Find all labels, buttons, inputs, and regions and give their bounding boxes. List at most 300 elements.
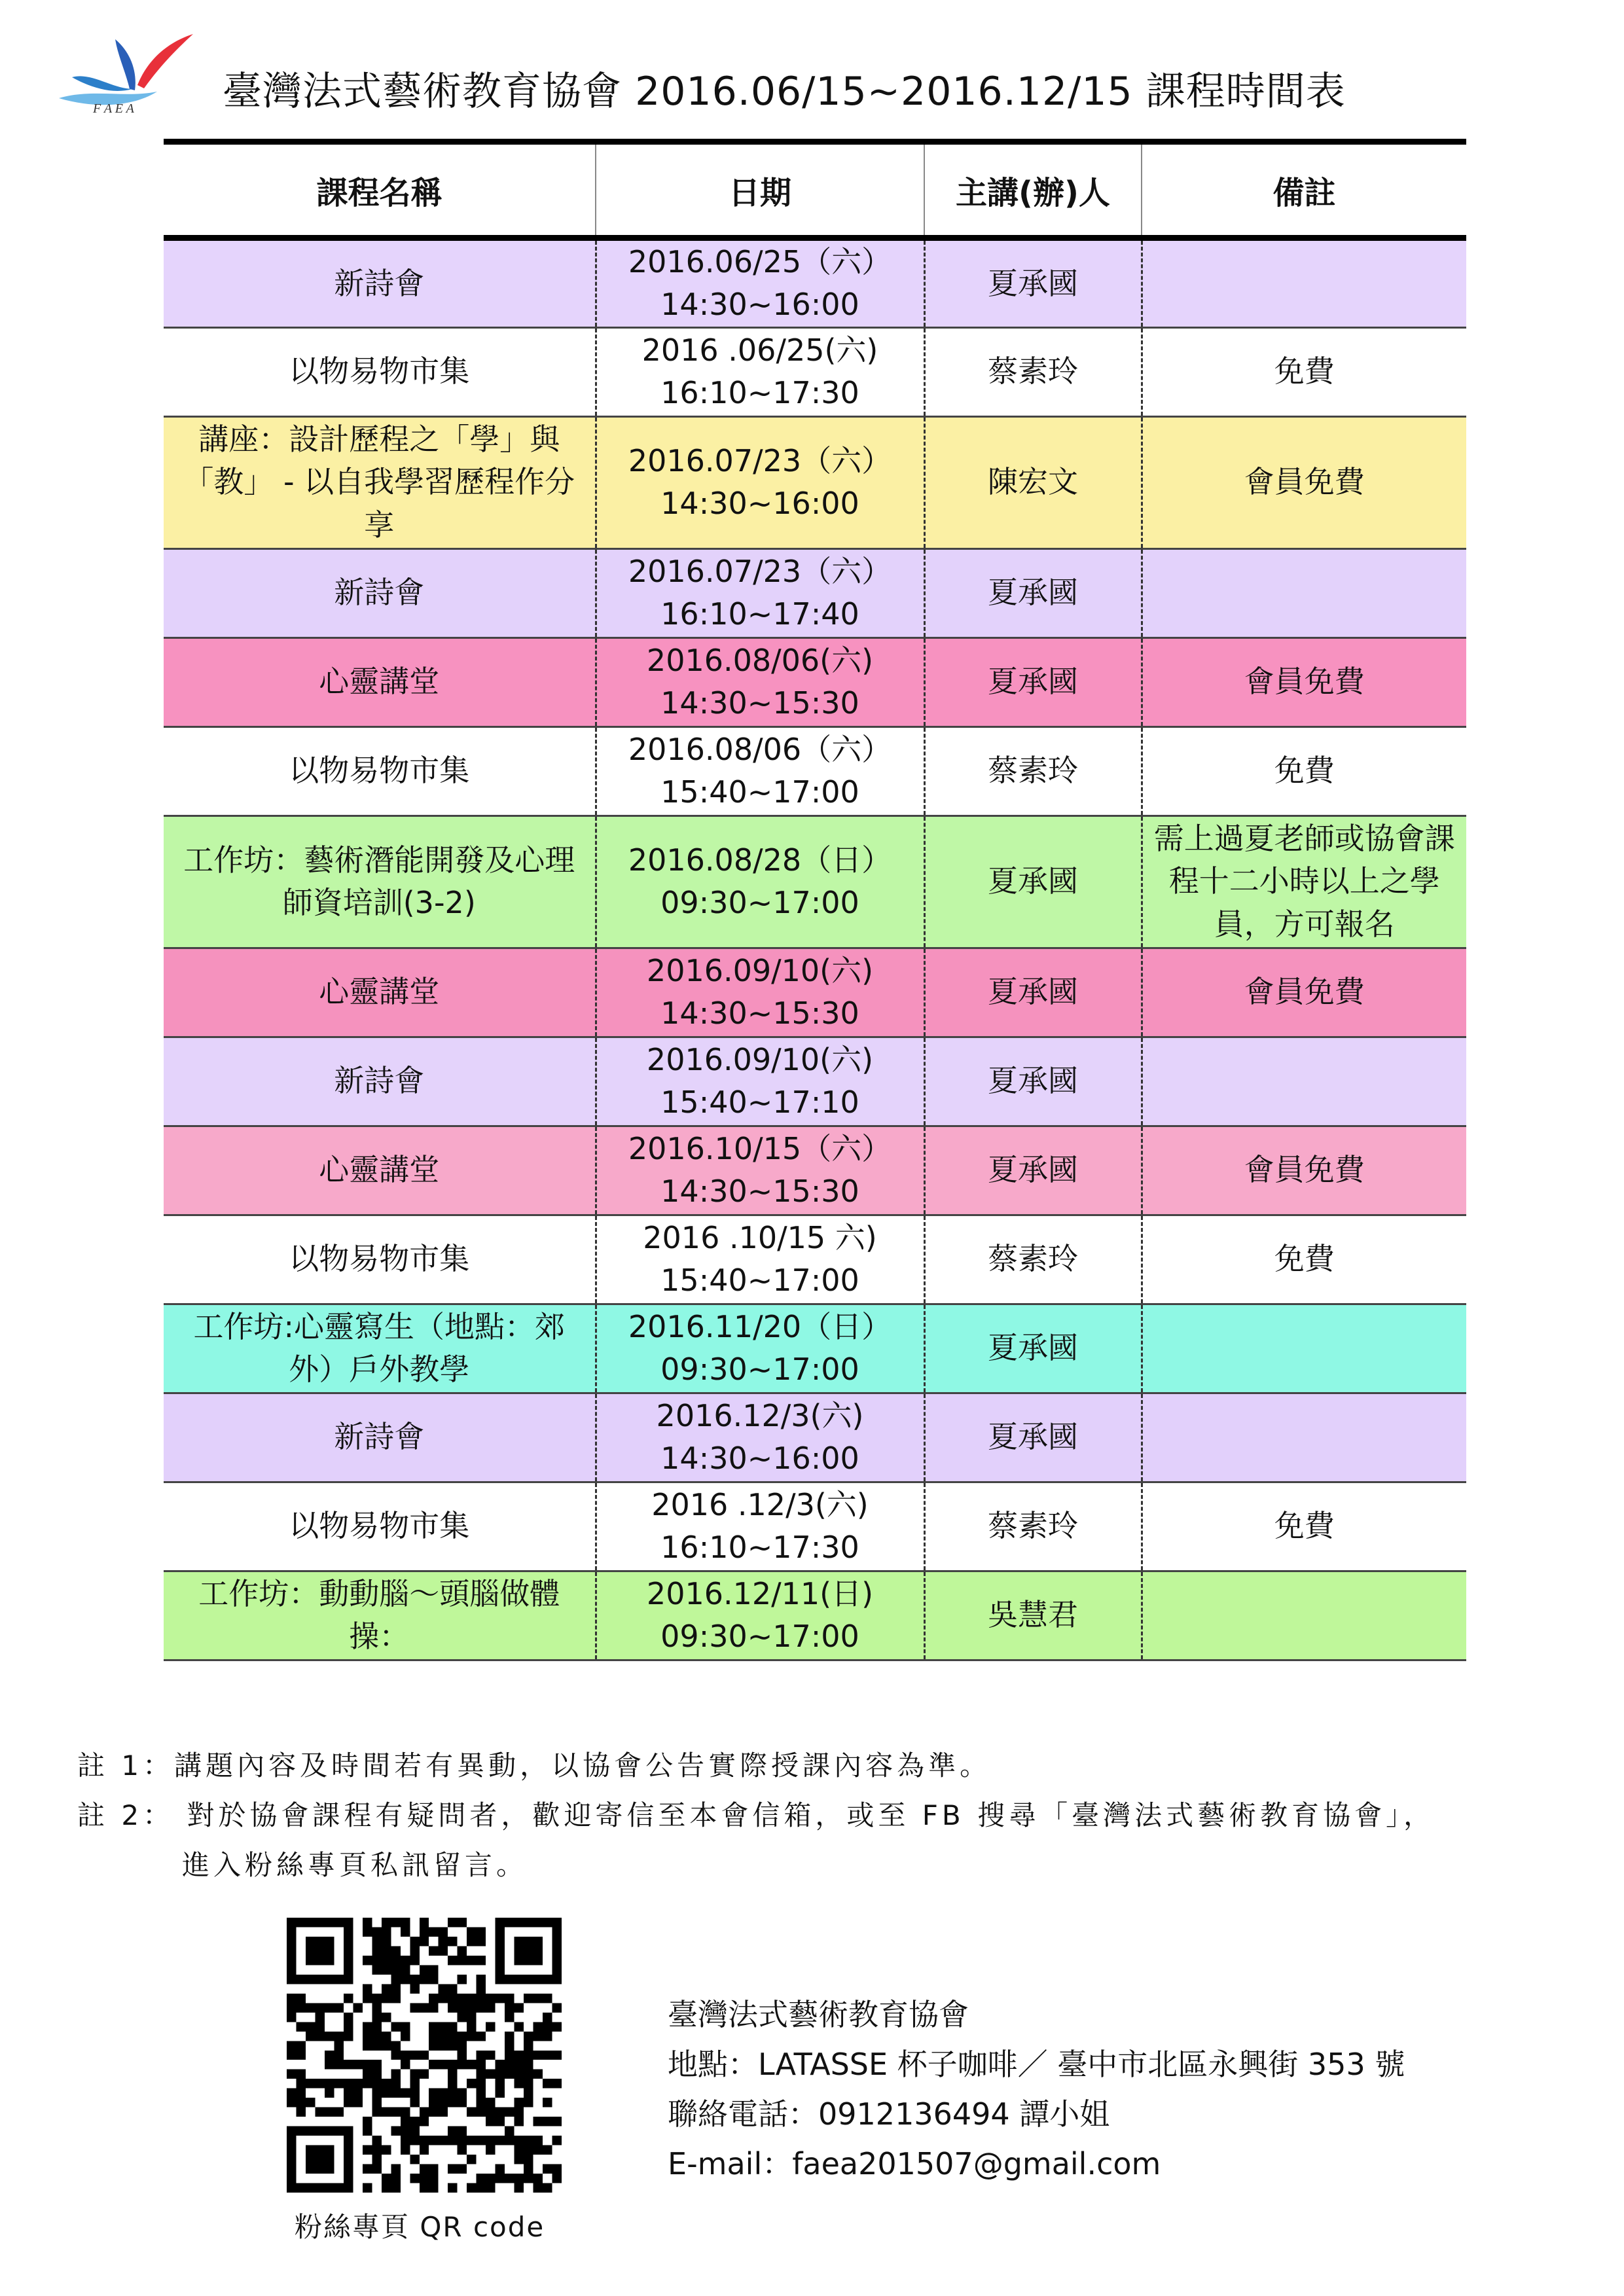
qr-module xyxy=(439,1946,448,1955)
qr-module xyxy=(467,2136,476,2145)
qr-module xyxy=(353,2089,362,2098)
qr-module xyxy=(306,2079,315,2088)
qr-module xyxy=(363,2032,372,2041)
qr-module xyxy=(296,2098,305,2107)
qr-module xyxy=(429,2098,438,2107)
qr-module xyxy=(505,2013,514,2022)
qr-module xyxy=(458,2098,467,2107)
qr-module xyxy=(334,2079,343,2088)
qr-module xyxy=(420,2108,429,2117)
notes-cell: 會員免費 xyxy=(1142,637,1466,726)
speaker-cell: 夏承國 xyxy=(924,238,1142,328)
qr-module xyxy=(448,2041,457,2050)
date-text: 2016.08/06（六） xyxy=(628,731,892,767)
qr-module xyxy=(467,1956,476,1965)
qr-module xyxy=(306,2022,315,2031)
speaker-cell: 夏承國 xyxy=(924,1126,1142,1215)
qr-module xyxy=(420,2070,429,2079)
qr-module xyxy=(496,2079,505,2088)
footnote-1: 註 1：講題內容及時間若有異動，以協會公告實際授課內容為準。 xyxy=(77,1749,992,1782)
qr-module xyxy=(429,2164,438,2174)
qr-module xyxy=(467,2003,476,2012)
qr-module xyxy=(448,2164,457,2174)
speaker-cell: 夏承國 xyxy=(924,637,1142,726)
qr-module xyxy=(353,2098,362,2107)
qr-module xyxy=(296,2003,305,2012)
qr-module xyxy=(477,2032,486,2041)
date-cell xyxy=(596,816,924,948)
speaker-cell: 蔡素玲 xyxy=(924,1215,1142,1304)
time-text: 16:10~17:30 xyxy=(660,1530,859,1566)
qr-module xyxy=(448,2032,457,2041)
qr-module xyxy=(524,2032,533,2041)
qr-module xyxy=(391,1984,400,1993)
qr-module xyxy=(401,1918,410,1927)
qr-module xyxy=(315,2108,324,2117)
course-name-cell: 心靈講堂 xyxy=(164,637,596,726)
qr-module xyxy=(458,1994,467,2003)
logo-text: F A E A xyxy=(93,101,134,116)
contact-address: 地點：LATASSE 杯子咖啡／ 臺中市北區永興街 353 號 xyxy=(668,2047,1405,2082)
qr-module xyxy=(458,2136,467,2145)
qr-module xyxy=(401,2032,410,2041)
qr-module xyxy=(363,2117,372,2126)
qr-module xyxy=(448,1918,457,1927)
qr-module xyxy=(344,2089,353,2098)
qr-module xyxy=(496,2117,505,2126)
qr-module xyxy=(467,2155,476,2164)
qr-module xyxy=(391,2089,400,2098)
qr-module xyxy=(496,2136,505,2145)
qr-module xyxy=(287,2089,296,2098)
qr-module xyxy=(372,2013,381,2022)
course-name-cell: 心靈講堂 xyxy=(164,1126,596,1215)
qr-module xyxy=(391,1994,400,2003)
qr-module xyxy=(533,2145,543,2155)
notes-cell: 免費 xyxy=(1142,327,1466,416)
qr-module xyxy=(439,1937,448,1946)
qr-module xyxy=(401,2089,410,2098)
qr-module xyxy=(353,2003,362,2012)
qr-module xyxy=(514,2003,524,2012)
qr-module xyxy=(391,1965,400,1974)
notes-cell: 需上過夏老師或協會課程十二小時以上之學員，方可報名 xyxy=(1142,816,1466,948)
qr-module xyxy=(467,1927,476,1936)
date-cell xyxy=(596,238,924,328)
qr-module xyxy=(467,2022,476,2031)
course-name-cell: 工作坊：動動腦～頭腦做體操： xyxy=(164,1571,596,1660)
date-cell xyxy=(596,548,924,637)
qr-code[interactable] xyxy=(287,1918,562,2193)
qr-module xyxy=(296,2022,305,2031)
speaker-cell: 夏承國 xyxy=(924,816,1142,948)
qr-module xyxy=(325,2079,334,2088)
qr-module xyxy=(467,2108,476,2117)
notes-cell xyxy=(1142,1304,1466,1393)
qr-module xyxy=(363,1927,372,1936)
qr-module xyxy=(344,2079,353,2088)
faea-logo xyxy=(52,26,203,118)
qr-module xyxy=(524,2089,533,2098)
qr-module xyxy=(514,2098,524,2107)
date-text: 2016.09/10(六) xyxy=(646,1041,874,1077)
qr-module xyxy=(514,2183,524,2193)
contact-info xyxy=(668,1990,1405,2189)
qr-module xyxy=(391,2164,400,2174)
qr-module xyxy=(363,2164,372,2174)
page-title: 臺灣法式藝術教育協會 2016.06/15~2016.12/15 課程時間表 xyxy=(223,69,1346,115)
course-name-cell: 心靈講堂 xyxy=(164,948,596,1037)
course-name-cell: 新詩會 xyxy=(164,1037,596,1126)
course-name-cell: 以物易物市集 xyxy=(164,327,596,416)
qr-module xyxy=(448,1994,457,2003)
date-cell xyxy=(596,1304,924,1393)
qr-module xyxy=(420,2174,429,2183)
course-name-cell: 工作坊：藝術潛能開發及心理師資培訓(3-2) xyxy=(164,816,596,948)
qr-module xyxy=(410,2126,419,2136)
qr-module xyxy=(505,2136,514,2145)
time-text: 14:30~16:00 xyxy=(660,1441,859,1477)
table-row xyxy=(164,1571,1466,1660)
qr-module xyxy=(344,2098,353,2107)
qr-module xyxy=(372,1994,381,2003)
qr-module xyxy=(401,2126,410,2136)
qr-module xyxy=(458,2013,467,2022)
qr-module xyxy=(524,2041,533,2050)
qr-module xyxy=(363,2145,372,2155)
qr-module xyxy=(363,1918,372,1927)
qr-module xyxy=(420,2003,429,2012)
qr-module xyxy=(458,2089,467,2098)
qr-module xyxy=(448,2079,457,2088)
qr-module xyxy=(477,2108,486,2117)
qr-module xyxy=(410,2003,419,2012)
qr-module xyxy=(496,2070,505,2079)
qr-module xyxy=(306,2003,315,2012)
qr-module xyxy=(467,2032,476,2041)
qr-module xyxy=(524,1994,533,2003)
qr-module xyxy=(401,2145,410,2155)
qr-module xyxy=(524,2145,533,2155)
qr-module xyxy=(458,2003,467,2012)
qr-module xyxy=(372,2032,381,2041)
qr-module xyxy=(325,2003,334,2012)
qr-module xyxy=(439,1984,448,1993)
qr-module xyxy=(486,2183,495,2193)
qr-module xyxy=(505,2108,514,2117)
qr-module xyxy=(514,2051,524,2060)
qr-module xyxy=(514,2136,524,2145)
qr-module xyxy=(439,2136,448,2145)
date-text: 2016.08/06(六) xyxy=(646,642,874,678)
qr-module xyxy=(372,2089,381,2098)
qr-module xyxy=(372,1946,381,1955)
qr-module xyxy=(410,2155,419,2164)
qr-module xyxy=(458,1975,467,1984)
qr-module xyxy=(410,1975,419,1984)
qr-module xyxy=(486,2070,495,2079)
qr-module xyxy=(296,2089,305,2098)
qr-module xyxy=(514,2155,524,2164)
qr-module xyxy=(372,2003,381,2012)
qr-module xyxy=(410,2079,419,2088)
qr-module xyxy=(429,1975,438,1984)
table-row xyxy=(164,238,1466,328)
speaker-cell: 夏承國 xyxy=(924,1037,1142,1126)
date-text: 2016.12/11(日) xyxy=(646,1575,874,1611)
qr-module xyxy=(382,2079,391,2088)
qr-module xyxy=(477,2183,486,2193)
notes-cell: 會員免費 xyxy=(1142,948,1466,1037)
qr-module xyxy=(287,2051,296,2060)
table-row xyxy=(164,726,1466,816)
qr-module xyxy=(410,2051,419,2060)
qr-module xyxy=(429,2041,438,2050)
qr-module xyxy=(372,2136,381,2145)
qr-module xyxy=(514,2108,524,2117)
qr-module xyxy=(439,1927,448,1936)
qr-module xyxy=(514,2145,524,2155)
qr-module xyxy=(439,1994,448,2003)
date-cell xyxy=(596,1037,924,1126)
qr-module xyxy=(410,1946,419,1955)
qr-module xyxy=(382,2041,391,2050)
qr-module xyxy=(524,2070,533,2079)
speaker-cell: 夏承國 xyxy=(924,1393,1142,1482)
qr-module xyxy=(363,2041,372,2050)
qr-module xyxy=(363,2079,372,2088)
qr-module xyxy=(505,2060,514,2069)
qr-module xyxy=(514,2117,524,2126)
table-row xyxy=(164,1126,1466,1215)
qr-module xyxy=(401,2136,410,2145)
date-text: 2016.08/28（日） xyxy=(628,842,892,878)
logo-blue-wing xyxy=(115,39,135,90)
qr-module xyxy=(505,2070,514,2079)
qr-module xyxy=(372,2079,381,2088)
date-cell xyxy=(596,726,924,816)
qr-module xyxy=(420,1937,429,1946)
qr-module xyxy=(486,2117,495,2126)
header-notes: 備註 xyxy=(1142,142,1466,238)
qr-module xyxy=(477,2060,486,2069)
qr-module xyxy=(458,2145,467,2155)
qr-module xyxy=(439,2098,448,2107)
qr-module xyxy=(315,2022,324,2031)
qr-module xyxy=(382,1918,391,1927)
qr-module xyxy=(496,1994,505,2003)
qr-module xyxy=(467,2079,476,2088)
qr-module xyxy=(382,2145,391,2155)
table-row xyxy=(164,1482,1466,1571)
qr-module xyxy=(296,2079,305,2088)
qr-module xyxy=(296,2041,305,2050)
qr-module xyxy=(486,2098,495,2107)
qr-module xyxy=(429,2183,438,2193)
qr-module xyxy=(401,1965,410,1974)
qr-module xyxy=(287,2070,296,2079)
qr-module xyxy=(429,1927,438,1936)
qr-module xyxy=(410,1937,419,1946)
qr-module xyxy=(401,1956,410,1965)
qr-module xyxy=(429,2003,438,2012)
course-name-cell: 新詩會 xyxy=(164,238,596,328)
qr-module xyxy=(382,2174,391,2183)
qr-module xyxy=(372,2098,381,2107)
qr-module xyxy=(524,2136,533,2145)
qr-module xyxy=(391,2183,400,2193)
qr-module xyxy=(429,1965,438,1974)
qr-module xyxy=(496,2089,505,2098)
qr-module xyxy=(524,2164,533,2174)
qr-module xyxy=(533,2022,543,2031)
qr-module xyxy=(467,1994,476,2003)
qr-module xyxy=(382,2089,391,2098)
contact-phone: 聯絡電話：0912136494 譚小姐 xyxy=(668,2096,1110,2132)
date-cell xyxy=(596,637,924,726)
qr-module xyxy=(552,2136,562,2145)
qr-module xyxy=(505,2051,514,2060)
date-text: 2016.07/23（六） xyxy=(628,553,892,589)
qr-module xyxy=(410,2117,419,2126)
table-header-row xyxy=(164,142,1466,238)
date-text: 2016.11/20（日） xyxy=(628,1308,892,1344)
qr-module xyxy=(296,2051,305,2060)
time-text: 15:40~17:10 xyxy=(660,1085,859,1121)
qr-module xyxy=(477,1975,486,1984)
notes-cell: 免費 xyxy=(1142,726,1466,816)
date-text: 2016 .10/15 六) xyxy=(643,1219,877,1255)
time-text: 14:30~16:00 xyxy=(660,287,859,323)
qr-module xyxy=(467,2183,476,2193)
speaker-cell: 蔡素玲 xyxy=(924,327,1142,416)
qr-module xyxy=(439,2060,448,2069)
qr-module xyxy=(477,2070,486,2079)
qr-module xyxy=(524,2155,533,2164)
qr-module xyxy=(315,2079,324,2088)
qr-module xyxy=(382,2013,391,2022)
qr-module xyxy=(410,2174,419,2183)
course-name-cell: 新詩會 xyxy=(164,1393,596,1482)
table-row xyxy=(164,1304,1466,1393)
qr-module xyxy=(496,2108,505,2117)
qr-module xyxy=(382,1946,391,1955)
qr-module xyxy=(401,1927,410,1936)
qr-module xyxy=(410,2089,419,2098)
course-name-cell: 工作坊:心靈寫生（地點：郊外）戶外教學 xyxy=(164,1304,596,1393)
qr-module xyxy=(344,2060,353,2069)
qr-module xyxy=(552,2022,562,2031)
qr-module xyxy=(486,2136,495,2145)
qr-module xyxy=(391,2051,400,2060)
course-name-cell: 講座：設計歷程之「學」與「教」 - 以自我學習歷程作分享 xyxy=(164,416,596,548)
notes-cell xyxy=(1142,1037,1466,1126)
qr-module xyxy=(448,2136,457,2145)
date-cell xyxy=(596,1393,924,1482)
contact-org: 臺灣法式藝術教育協會 xyxy=(668,1997,969,2032)
time-text: 09:30~17:00 xyxy=(660,1352,859,1388)
qr-module xyxy=(533,2117,543,2126)
qr-module xyxy=(477,2136,486,2145)
speaker-cell: 蔡素玲 xyxy=(924,1482,1142,1571)
qr-module xyxy=(448,2126,457,2136)
qr-module xyxy=(533,1994,543,2003)
date-text: 2016 .06/25(六) xyxy=(641,332,878,368)
qr-module xyxy=(391,2108,400,2117)
footnote-2-continued: 進入粉絲專頁私訊留言。 xyxy=(182,1849,528,1881)
header-date: 日期 xyxy=(596,142,924,238)
time-text: 16:10~17:40 xyxy=(660,596,859,632)
date-cell xyxy=(596,1126,924,1215)
qr-module xyxy=(372,2022,381,2031)
qr-module xyxy=(467,2060,476,2069)
qr-module xyxy=(543,2164,552,2174)
speaker-cell: 蔡素玲 xyxy=(924,726,1142,816)
qr-module xyxy=(382,2032,391,2041)
qr-module xyxy=(391,2041,400,2050)
speaker-cell: 夏承國 xyxy=(924,1304,1142,1393)
qr-module xyxy=(325,2032,334,2041)
qr-module xyxy=(296,2070,305,2079)
qr-module xyxy=(543,2117,552,2126)
qr-module xyxy=(467,1937,476,1946)
qr-module xyxy=(439,2032,448,2041)
qr-module xyxy=(429,1946,438,1955)
qr-module xyxy=(372,2145,381,2155)
qr-module xyxy=(382,1994,391,2003)
qr-module xyxy=(363,2060,372,2069)
qr-module xyxy=(552,2174,562,2183)
qr-module xyxy=(477,2051,486,2060)
qr-module xyxy=(458,2060,467,2069)
qr-module xyxy=(458,1946,467,1955)
qr-module xyxy=(496,2060,505,2069)
qr-module xyxy=(439,2041,448,2050)
course-name-cell: 以物易物市集 xyxy=(164,1482,596,1571)
qr-module xyxy=(458,2051,467,2060)
schedule-table xyxy=(164,139,1466,1661)
qr-module xyxy=(363,1984,372,1993)
qr-module xyxy=(533,2136,543,2145)
qr-module xyxy=(458,1956,467,1965)
notes-cell: 免費 xyxy=(1142,1482,1466,1571)
qr-module xyxy=(391,1946,400,1955)
time-text: 14:30~15:30 xyxy=(660,1174,859,1210)
qr-module xyxy=(344,2013,353,2022)
qr-module xyxy=(420,2164,429,2174)
qr-module xyxy=(486,2051,495,2060)
qr-module xyxy=(514,2174,524,2183)
notes-cell: 會員免費 xyxy=(1142,416,1466,548)
qr-module xyxy=(382,1927,391,1936)
time-text: 14:30~15:30 xyxy=(660,996,859,1031)
qr-module xyxy=(448,2098,457,2107)
qr-module xyxy=(363,2070,372,2079)
qr-module xyxy=(420,1918,429,1927)
qr-module xyxy=(410,2098,419,2107)
qr-module xyxy=(448,1956,457,1965)
qr-module xyxy=(372,2164,381,2174)
qr-module xyxy=(420,1927,429,1936)
qr-module xyxy=(477,1927,486,1936)
qr-module xyxy=(533,2183,543,2193)
qr-module xyxy=(401,2117,410,2126)
qr-module xyxy=(372,2108,381,2117)
footnote-2: 註 2： 對於協會課程有疑問者，歡迎寄信至本會信箱，或至 FB 搜尋「臺灣法式藝術教育協會」， xyxy=(77,1799,1435,1831)
qr-module xyxy=(543,2051,552,2060)
qr-module xyxy=(543,2079,552,2088)
qr-module xyxy=(448,2003,457,2012)
